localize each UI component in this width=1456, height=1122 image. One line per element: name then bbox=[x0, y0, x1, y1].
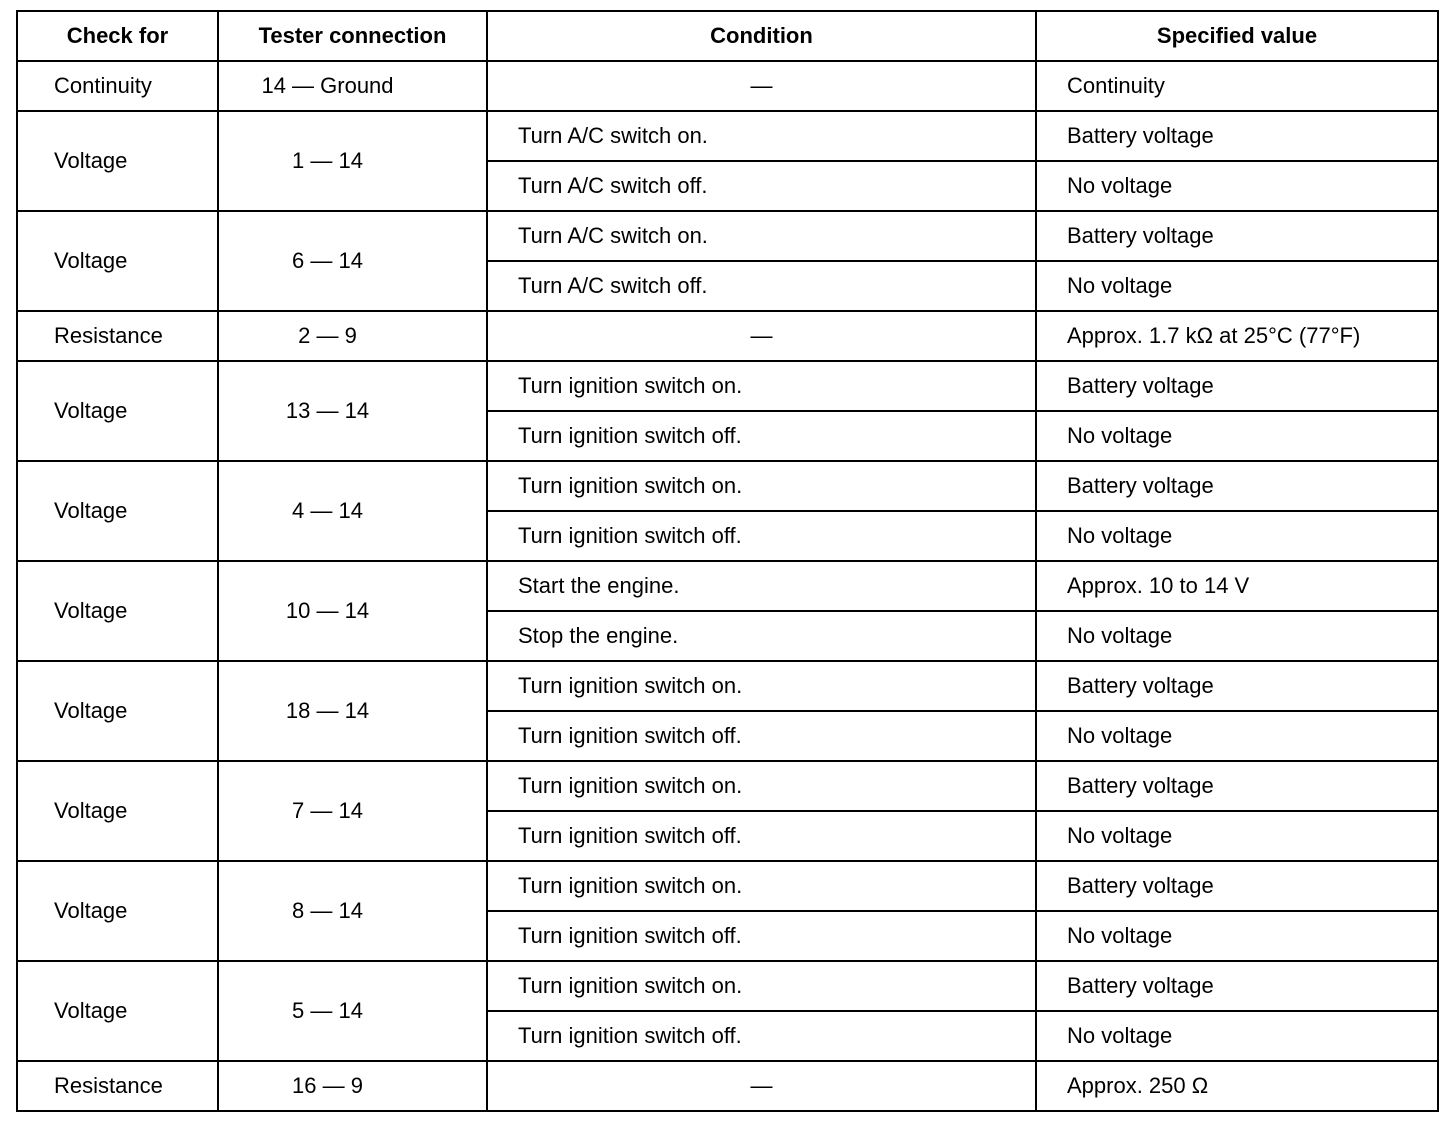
check-for-cell: Voltage bbox=[17, 211, 218, 311]
check-for-cell: Voltage bbox=[17, 661, 218, 761]
table-row bbox=[17, 661, 1438, 711]
header-specified-value: Specified value bbox=[1036, 11, 1438, 61]
check-for-cell: Voltage bbox=[17, 361, 218, 461]
specified-value-cell: Approx. 250 Ω bbox=[1036, 1061, 1438, 1111]
condition-cell: Turn ignition switch on. bbox=[487, 361, 1036, 411]
condition-cell: Stop the engine. bbox=[487, 611, 1036, 661]
header-row bbox=[17, 11, 1438, 61]
tester-connection-cell: 10 — 14 bbox=[218, 561, 487, 661]
header-condition: Condition bbox=[487, 11, 1036, 61]
tester-connection-cell: 16 — 9 bbox=[218, 1061, 487, 1111]
specified-value-cell: Approx. 1.7 kΩ at 25°C (77°F) bbox=[1036, 311, 1438, 361]
table-row bbox=[17, 561, 1438, 611]
condition-cell: — bbox=[487, 311, 1036, 361]
specified-value-cell: Battery voltage bbox=[1036, 761, 1438, 811]
condition-cell: Turn A/C switch on. bbox=[487, 111, 1036, 161]
header-check-for: Check for bbox=[17, 11, 218, 61]
table-row bbox=[17, 761, 1438, 811]
table-row bbox=[17, 61, 1438, 111]
specified-value-cell: No voltage bbox=[1036, 811, 1438, 861]
tester-connection-cell: 2 — 9 bbox=[218, 311, 487, 361]
header-tester-connection: Tester connection bbox=[218, 11, 487, 61]
specified-value-cell: Battery voltage bbox=[1036, 961, 1438, 1011]
specified-value-cell: Battery voltage bbox=[1036, 361, 1438, 411]
tester-connection-cell: 6 — 14 bbox=[218, 211, 487, 311]
condition-cell: Turn ignition switch on. bbox=[487, 961, 1036, 1011]
condition-cell: Turn A/C switch off. bbox=[487, 161, 1036, 211]
table-row bbox=[17, 861, 1438, 911]
tester-connection-cell: 13 — 14 bbox=[218, 361, 487, 461]
specified-value-cell: No voltage bbox=[1036, 511, 1438, 561]
table-row bbox=[17, 211, 1438, 261]
condition-cell: Turn ignition switch off. bbox=[487, 711, 1036, 761]
table-row bbox=[17, 111, 1438, 161]
tester-connection-cell: 1 — 14 bbox=[218, 111, 487, 211]
specified-value-cell: Approx. 10 to 14 V bbox=[1036, 561, 1438, 611]
check-for-cell: Voltage bbox=[17, 961, 218, 1061]
table-row bbox=[17, 461, 1438, 511]
condition-cell: Turn ignition switch off. bbox=[487, 1011, 1036, 1061]
tester-connection-cell: 8 — 14 bbox=[218, 861, 487, 961]
condition-cell: Turn ignition switch on. bbox=[487, 761, 1036, 811]
specified-value-cell: No voltage bbox=[1036, 711, 1438, 761]
check-for-cell: Voltage bbox=[17, 111, 218, 211]
condition-cell: Turn ignition switch on. bbox=[487, 461, 1036, 511]
specified-value-cell: No voltage bbox=[1036, 261, 1438, 311]
check-for-cell: Voltage bbox=[17, 461, 218, 561]
table-body bbox=[17, 61, 1438, 1111]
check-for-cell: Voltage bbox=[17, 561, 218, 661]
condition-cell: Turn ignition switch on. bbox=[487, 661, 1036, 711]
specified-value-cell: No voltage bbox=[1036, 1011, 1438, 1061]
condition-cell: Start the engine. bbox=[487, 561, 1036, 611]
condition-cell: Turn ignition switch off. bbox=[487, 411, 1036, 461]
check-for-cell: Resistance bbox=[17, 311, 218, 361]
specified-value-cell: Battery voltage bbox=[1036, 211, 1438, 261]
tester-connection-cell: 7 — 14 bbox=[218, 761, 487, 861]
condition-cell: Turn ignition switch off. bbox=[487, 911, 1036, 961]
specified-value-cell: No voltage bbox=[1036, 411, 1438, 461]
tester-connection-cell: 5 — 14 bbox=[218, 961, 487, 1061]
table-row bbox=[17, 311, 1438, 361]
table-row bbox=[17, 1061, 1438, 1111]
condition-cell: Turn ignition switch off. bbox=[487, 511, 1036, 561]
condition-cell: Turn ignition switch off. bbox=[487, 811, 1036, 861]
specified-value-cell: No voltage bbox=[1036, 911, 1438, 961]
table-row bbox=[17, 361, 1438, 411]
condition-cell: — bbox=[487, 1061, 1036, 1111]
tester-connection-cell: 4 — 14 bbox=[218, 461, 487, 561]
specified-value-cell: Battery voltage bbox=[1036, 861, 1438, 911]
specified-value-cell: Battery voltage bbox=[1036, 661, 1438, 711]
condition-cell: Turn A/C switch on. bbox=[487, 211, 1036, 261]
tester-connection-cell: 14 — Ground bbox=[218, 61, 487, 111]
condition-cell: Turn ignition switch on. bbox=[487, 861, 1036, 911]
tester-spec-table bbox=[16, 10, 1439, 1112]
specified-value-cell: No voltage bbox=[1036, 611, 1438, 661]
table-row bbox=[17, 961, 1438, 1011]
specified-value-cell: Continuity bbox=[1036, 61, 1438, 111]
condition-cell: — bbox=[487, 61, 1036, 111]
specified-value-cell: Battery voltage bbox=[1036, 111, 1438, 161]
specified-value-cell: No voltage bbox=[1036, 161, 1438, 211]
tester-connection-cell: 18 — 14 bbox=[218, 661, 487, 761]
check-for-cell: Continuity bbox=[17, 61, 218, 111]
specified-value-cell: Battery voltage bbox=[1036, 461, 1438, 511]
check-for-cell: Voltage bbox=[17, 761, 218, 861]
condition-cell: Turn A/C switch off. bbox=[487, 261, 1036, 311]
check-for-cell: Resistance bbox=[17, 1061, 218, 1111]
check-for-cell: Voltage bbox=[17, 861, 218, 961]
